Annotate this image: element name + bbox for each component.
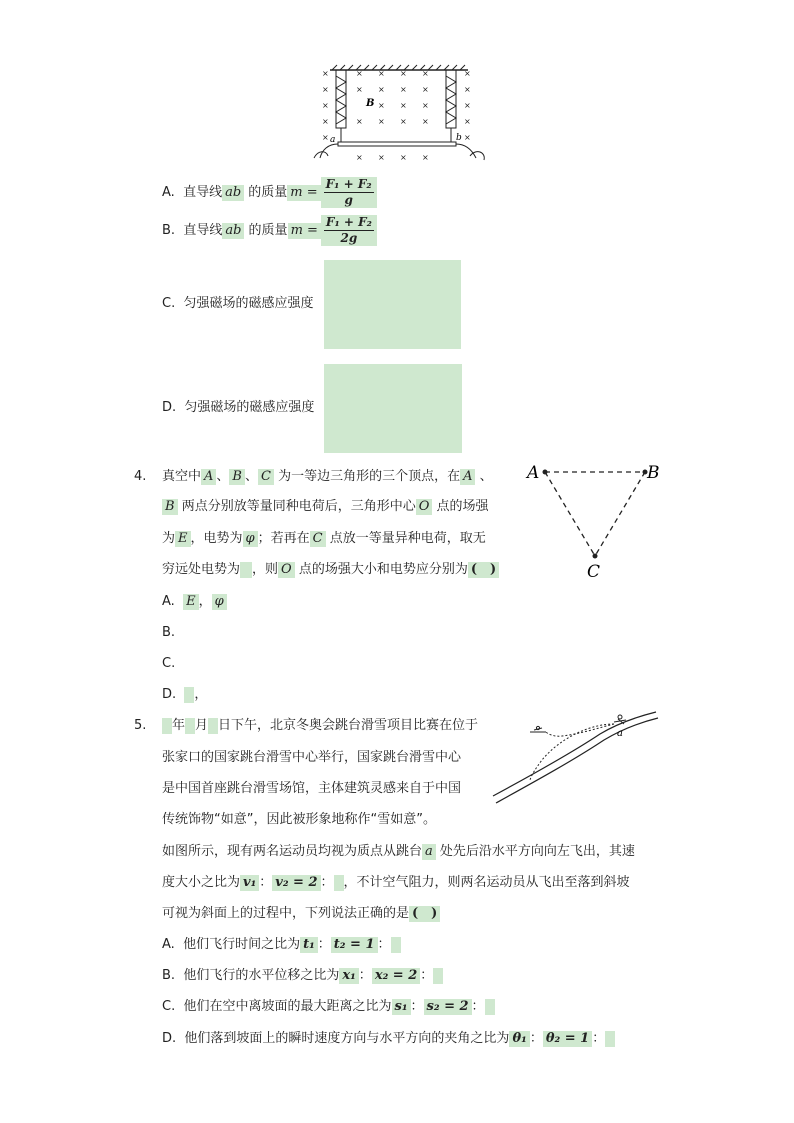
q5-line-5: 如图所示，现有两名运动员均视为质点从跳台 a 处先后沿水平方向向左飞出，其速 [162, 844, 635, 859]
svg-text:×: × [322, 117, 329, 126]
q5-option-b[interactable]: B. 他们飞行的水平位移之比为 x₁ ： x₂ = 2 ： [162, 967, 443, 985]
svg-text:×: × [400, 101, 407, 110]
q3-option-a[interactable]: A. 直导线 ab 的质量 m = $\frac{\text{F₁ + F₂}}{g}$ [162, 176, 377, 210]
vertex-b-label: B [647, 463, 660, 483]
q5-line-4: 传统饰物“如意”，因此被形象地称作“雪如意”。 [162, 812, 436, 827]
q5-line-2: 张家口的国家跳台滑雪中心举行，国家跳台滑雪中心 [162, 750, 462, 765]
svg-text:×: × [464, 85, 471, 94]
q3b-fraction: $\frac{\text{F₁ + F₂}}{2g}$ [321, 215, 377, 246]
q4-line-4: 穷远处电势为 ，则 O 点的场强大小和电势应分别为 ( ) [162, 561, 499, 579]
vertex-c-label: C [587, 562, 601, 582]
svg-text:×: × [464, 117, 471, 126]
svg-text:×: × [356, 153, 363, 162]
q4-option-c[interactable]: C. [162, 656, 176, 671]
q5-option-d[interactable]: D. 他们落到坡面上的瞬时速度方向与水平方向的夹角之比为 θ₁ ： θ₂ = 1 ： [162, 1030, 615, 1048]
field-label-b: B [366, 98, 375, 109]
svg-text:×: × [422, 153, 429, 162]
svg-text:×: × [400, 85, 407, 94]
q3c-formula-placeholder [324, 260, 461, 349]
q5-line-6: 度大小之比为 v₁ ： v₂ = 2 ： ，不计空气阻力，则两名运动员从飞出至落到斜坡 [162, 875, 630, 890]
svg-text:×: × [356, 85, 363, 94]
svg-text:×: × [378, 101, 385, 110]
q4-line-2: B 两点分别放等量同种电荷后，三角形中心 O 点的场强 [162, 498, 489, 516]
point-a-label: a [617, 728, 623, 739]
magnetic-field-figure [300, 62, 500, 170]
svg-text:×: × [322, 85, 329, 94]
q4-line-1: 真空中 A 、 B 、 C 为一等边三角形的三个顶点，在 A 、 [162, 469, 493, 484]
q5-line-1: 年 月 日下午，北京冬奥会跳台滑雪项目比赛在位于 [162, 717, 478, 735]
q3-option-d[interactable]: D. 匀强磁场的磁感应强度 [162, 400, 315, 415]
q5-number: 5. [134, 718, 147, 733]
q3-option-b[interactable]: B. 直导线 ab 的质量 m = $\frac{\text{F₁ + F₂}}{2g}$ [162, 214, 377, 248]
svg-text:×: × [356, 69, 363, 78]
svg-text:×: × [322, 133, 329, 142]
svg-text:×: × [322, 101, 329, 110]
q4-option-a[interactable]: A. E ， φ [162, 593, 227, 611]
q3a-fraction: $\frac{\text{F₁ + F₂}}{g}$ [321, 177, 377, 208]
vertex-a-label: A [527, 463, 540, 483]
q5-option-c[interactable]: C. 他们在空中离坡面的最大距离之比为 s₁ ： s₂ = 2 ： [162, 998, 495, 1016]
q5-option-a[interactable]: A. 他们飞行时间之比为 t₁ ： t₂ = 1 ： [162, 936, 401, 954]
svg-text:×: × [378, 117, 385, 126]
svg-text:×: × [400, 117, 407, 126]
svg-text:×: × [422, 69, 429, 78]
svg-text:×: × [422, 117, 429, 126]
svg-text:×: × [464, 133, 471, 142]
svg-text:×: × [422, 101, 429, 110]
point-b-label: b [456, 133, 462, 143]
q4-option-d[interactable]: D. ， [162, 687, 208, 702]
point-a-label: a [330, 135, 336, 145]
svg-text:×: × [464, 69, 471, 78]
svg-text:×: × [322, 69, 329, 78]
svg-text:×: × [378, 69, 385, 78]
q5-line-7: 可视为斜面上的过程中，下列说法正确的是 ( ) [162, 905, 440, 923]
ski-jump-figure [490, 708, 660, 808]
triangle-figure [525, 460, 665, 582]
svg-text:×: × [378, 85, 385, 94]
svg-text:×: × [400, 69, 407, 78]
q3d-formula-placeholder [324, 364, 462, 453]
q3-option-c[interactable]: C. 匀强磁场的磁感应强度 [162, 296, 314, 311]
svg-text:×: × [464, 101, 471, 110]
flying-skier-icon [530, 726, 546, 732]
q4-option-b[interactable]: B. [162, 625, 176, 640]
svg-text:×: × [422, 85, 429, 94]
svg-text:×: × [400, 153, 407, 162]
svg-text:×: × [378, 153, 385, 162]
svg-text:×: × [356, 117, 363, 126]
q5-line-3: 是中国首座跳台滑雪场馆，主体建筑灵感来自于中国 [162, 781, 462, 796]
q4-number: 4. [134, 469, 147, 484]
q4-line-3: 为 E ，电势为 φ ；若再在 C 点放一等量异种电荷，取无 [162, 531, 486, 546]
